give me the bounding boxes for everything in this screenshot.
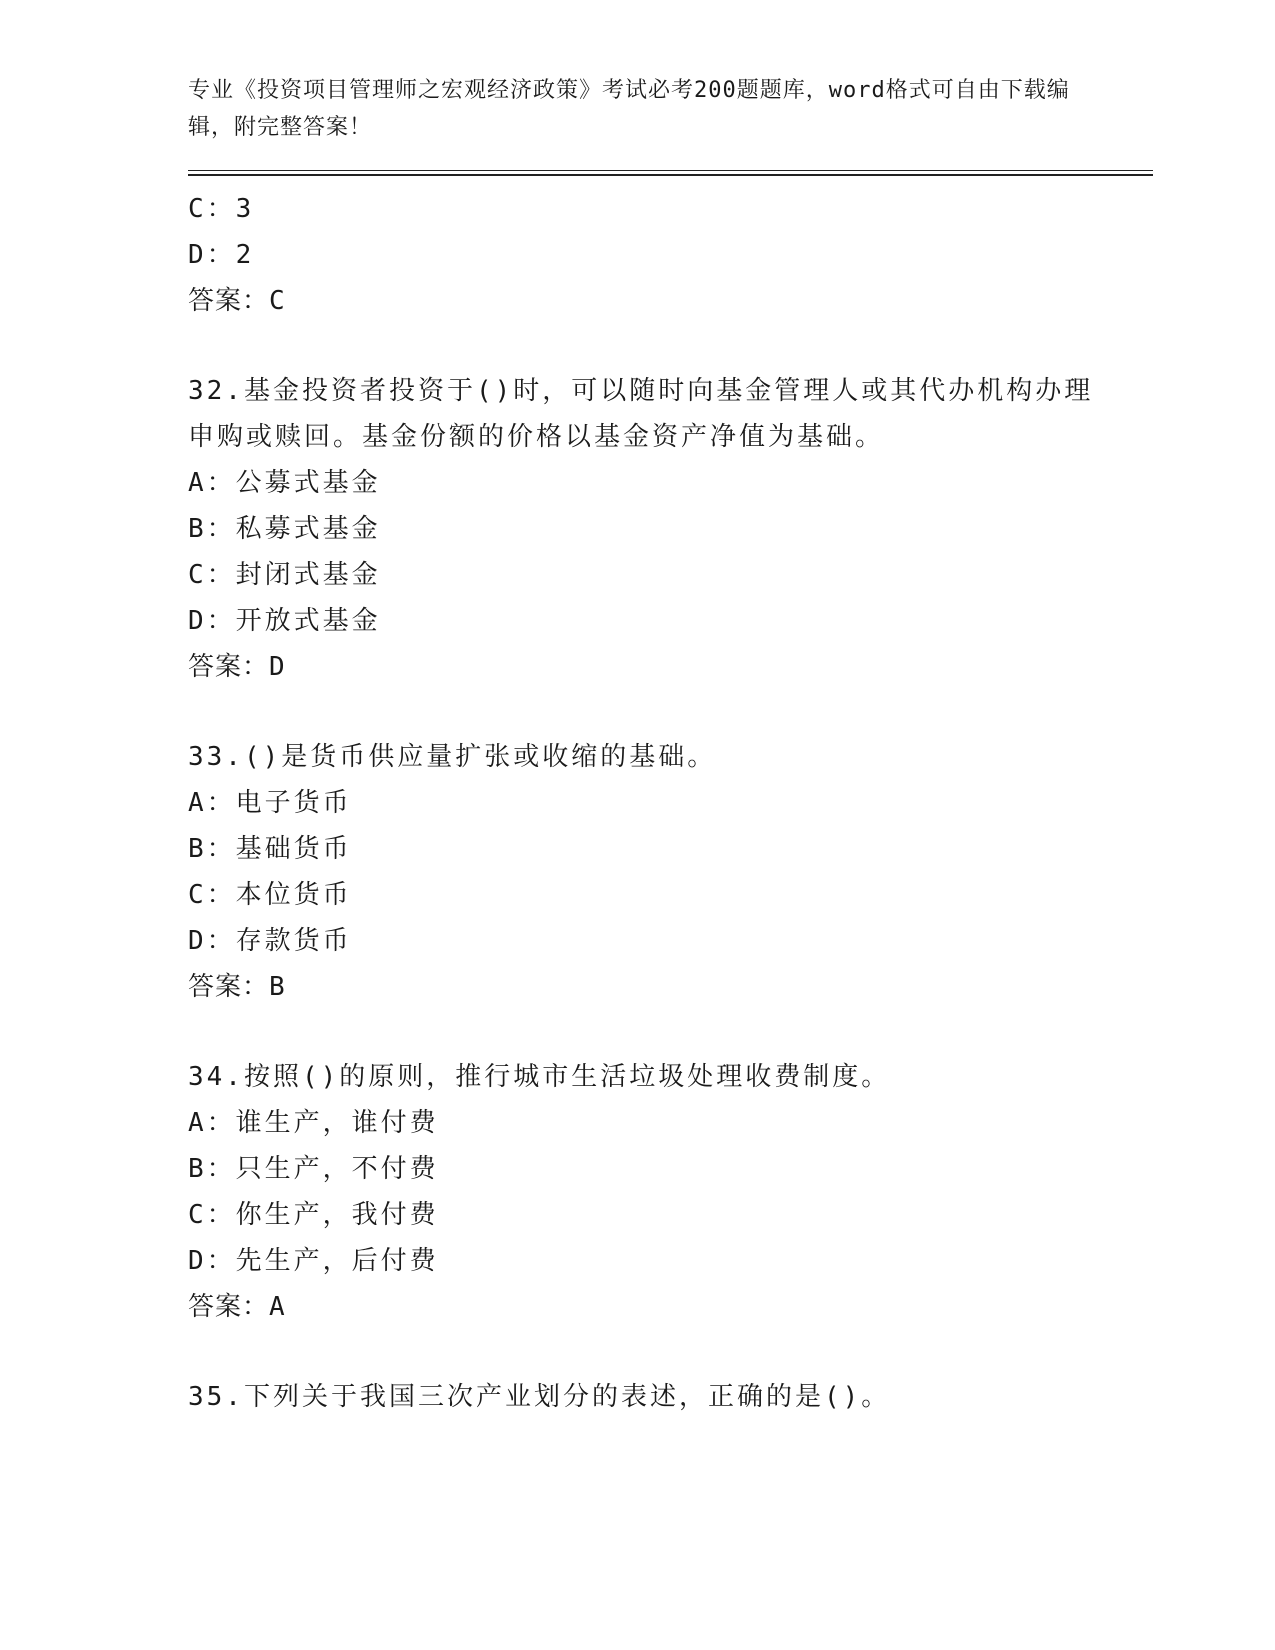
option-a: A：公募式基金 xyxy=(188,468,381,498)
question-32-text: 32.基金投资者投资于()时，可以随时向基金管理人或其代办机构办理申购或赎回。基金份额的价格以基金资产净值为基础。 xyxy=(188,376,1094,452)
answer-line: 答案：C xyxy=(188,286,286,316)
option-b: B：私募式基金 xyxy=(188,514,381,544)
header-title: 专业《投资项目管理师之宏观经济政策》考试必考200题题库，word格式可自由下载编辑，附完整答案！ xyxy=(188,78,1070,140)
option-c: C：封闭式基金 xyxy=(188,560,381,590)
option-c: C：本位货币 xyxy=(188,880,352,910)
header-divider-thin xyxy=(188,170,1153,171)
question-33-text: 33.()是货币供应量扩张或收缩的基础。 xyxy=(188,742,717,772)
option-c: C：3 xyxy=(188,194,255,224)
answer-line: 答案：D xyxy=(188,652,286,682)
option-d: D：2 xyxy=(188,240,255,270)
option-a: A：电子货币 xyxy=(188,788,352,818)
option-d: D：先生产，后付费 xyxy=(188,1246,439,1276)
option-b: B：基础货币 xyxy=(188,834,352,864)
question-35-text: 35.下列关于我国三次产业划分的表述，正确的是()。 xyxy=(188,1382,891,1412)
document-body xyxy=(188,190,1118,1420)
answer-line: 答案：B xyxy=(188,972,286,1002)
answer-line: 答案：A xyxy=(188,1292,286,1322)
option-d: D：存款货币 xyxy=(188,926,352,956)
option-a: A：谁生产，谁付费 xyxy=(188,1108,439,1138)
question-34-text: 34.按照()的原则，推行城市生活垃圾处理收费制度。 xyxy=(188,1062,891,1092)
option-c: C：你生产，我付费 xyxy=(188,1200,439,1230)
option-d: D：开放式基金 xyxy=(188,606,381,636)
page-header xyxy=(188,72,1088,146)
header-divider-thick xyxy=(188,174,1153,176)
option-b: B：只生产，不付费 xyxy=(188,1154,439,1184)
